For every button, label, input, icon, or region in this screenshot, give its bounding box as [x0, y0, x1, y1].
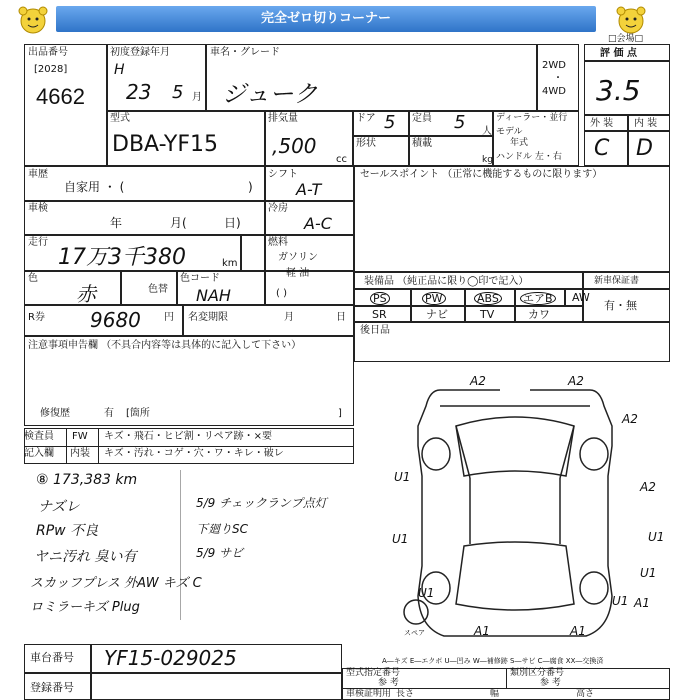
repair-value: 有 — [104, 408, 114, 419]
grade-ext-value: C — [594, 136, 610, 161]
doors-label: ドア — [356, 113, 376, 124]
car-name-value: ジューク — [222, 80, 318, 108]
sales-point-block — [354, 166, 670, 272]
notes-label: 注意事項申告欄 （不具合内容等は具体的に記入して下さい） — [28, 340, 302, 351]
warranty-label: 新車保証書 — [594, 276, 640, 286]
mascot-left-icon — [14, 4, 52, 36]
inspection-day: 日) — [224, 216, 241, 230]
page-title: 完全ゼロ切りコーナー — [56, 6, 596, 32]
checker-line2: キズ・汚れ・コゲ・穴・ワ・キレ・破レ — [104, 448, 284, 459]
mark-a1-rear-right: A1 — [570, 624, 586, 638]
note-mirror: ロミラーキズ Plug — [30, 600, 140, 615]
damage-diagram — [360, 366, 670, 656]
mark-u1-left-front: U1 — [394, 470, 411, 484]
equip-ps: PS — [370, 292, 390, 305]
ref-label-1: 参 考 — [378, 678, 399, 688]
drive-2wd: 2WD — [542, 60, 566, 71]
capacity-value: 5 — [454, 112, 466, 133]
mark-a2-front-left: A2 — [470, 374, 486, 388]
color-value: 赤 — [76, 282, 96, 306]
note-scratch: ナズレ — [38, 499, 80, 515]
displacement-value: ,500 — [272, 134, 317, 158]
damage-legend: A―キズ E―エクボ U―凹み W―補修跡 S―サビ C―腐食 XX―交換済 — [382, 657, 604, 665]
warranty-value: 有・無 — [604, 299, 637, 312]
shape-label: 形状 — [356, 138, 376, 149]
note-rpw: RPw 不良 — [36, 523, 99, 539]
capacity-label: 定員 — [412, 113, 432, 124]
color-label: 色 — [28, 273, 38, 284]
mark-a2-right-door: A2 — [640, 480, 656, 494]
sales-point-label: セールスポイント （正常に機能するものに限ります） — [360, 169, 603, 180]
fuel-gas: ガソリン — [278, 252, 318, 263]
lot-sub: [2028] — [34, 64, 68, 75]
mark-u1-right-corner: U1 — [612, 594, 629, 608]
equip-navi: ナビ — [426, 308, 448, 321]
aircon-label: 冷房 — [268, 203, 288, 214]
recycle-label: R券 — [28, 312, 45, 323]
grade-ext-label: 外 装 — [590, 118, 614, 129]
height-label: 高さ — [576, 689, 595, 699]
name-change-month: 月 — [284, 312, 294, 323]
mark-u1-rear-left: U1 — [418, 586, 435, 600]
checker-fw: FW — [72, 431, 88, 442]
model-label: 型式 — [110, 113, 130, 124]
history-close: ) — [248, 180, 253, 194]
shift-value: A-T — [296, 180, 322, 199]
mascot-right-icon — [612, 4, 650, 36]
recycle-value: 9680 — [90, 308, 141, 332]
mileage-unit: km — [222, 258, 238, 269]
model-value: DBA-YF15 — [112, 132, 219, 157]
grade-score: 3.5 — [596, 74, 641, 107]
shift-label: シフト — [268, 169, 298, 180]
note-odometer: ⑧ 173,383 km — [36, 472, 138, 488]
note-rust: 5/9 サビ — [196, 546, 244, 560]
checker-line1: キズ・飛石・ヒビ割・リペア跡・×要 — [104, 431, 272, 442]
equip-pw: PW — [422, 292, 446, 305]
checker-label1: 検査員 — [24, 431, 54, 442]
displacement-label: 排気量 — [268, 113, 298, 124]
load-unit: kg — [482, 155, 493, 165]
mileage-value: 17万3千380 — [58, 245, 186, 270]
grade-int-label: 内 装 — [634, 118, 658, 129]
lot-label: 出品番号 — [28, 47, 68, 58]
color-tone-label: 色替 — [148, 284, 168, 295]
capacity-unit: 人 — [482, 126, 492, 137]
mark-u1-right-bottom: U1 — [640, 566, 657, 580]
displacement-unit: cc — [336, 154, 347, 165]
history-value: 自家用 ・ ( — [64, 180, 125, 194]
equip-abs: ABS — [474, 292, 502, 305]
width-label: 幅 — [490, 689, 500, 699]
first-reg-era: H — [114, 62, 125, 78]
note-smoke: ヤニ汚れ 臭い有 — [34, 549, 137, 565]
first-reg-year: 23 — [126, 80, 152, 104]
repair-place: [箇所 — [126, 408, 150, 419]
designation-label: 型式指定番号 — [346, 668, 401, 678]
first-reg-label: 初度登録年月 — [110, 47, 170, 58]
inspection-month: 月( — [170, 216, 187, 230]
chassis-label: 車台番号 — [30, 651, 74, 664]
aircon-value: A-C — [304, 214, 332, 233]
first-reg-month-unit: 月 — [192, 92, 202, 103]
inspection-label: 車検 — [28, 203, 48, 214]
car-name-label: 車名・グレード — [210, 47, 280, 58]
color-code-label: 色コード — [180, 273, 220, 284]
equip-aw: AW — [572, 291, 590, 304]
handle-label: ハンドル 左・右 — [496, 152, 562, 162]
fuel-paren: ( ) — [276, 288, 287, 299]
equip-airbag: エアB — [520, 292, 556, 305]
mark-a2-right-front: A2 — [622, 412, 638, 426]
name-change-day: 日 — [336, 312, 346, 323]
length-label: 長さ — [396, 689, 415, 699]
fuel-diesel: 軽 油 — [286, 268, 310, 279]
category-label: 類別区分番号 — [510, 668, 565, 678]
venue-label: □会場□ — [608, 34, 644, 44]
mark-a1-right-rear: A1 — [634, 596, 650, 610]
checker-interior: 内装 — [70, 448, 90, 459]
inspection-year: 年 — [110, 216, 123, 230]
mark-a2-front-right: A2 — [568, 374, 584, 388]
grade-title: 評 価 点 — [600, 48, 637, 59]
fuel-label: 燃料 — [268, 237, 288, 248]
registration-label: 登録番号 — [30, 681, 74, 694]
equip-sr: SR — [372, 308, 387, 321]
first-reg-month: 5 — [172, 82, 184, 103]
doors-value: 5 — [384, 112, 396, 133]
chassis-value: YF15-029025 — [104, 646, 237, 670]
model-year-label1: モデル — [496, 127, 523, 137]
load-label: 積載 — [412, 138, 432, 149]
equip-leather: カワ — [528, 308, 550, 321]
equip-tv: TV — [480, 308, 495, 321]
dealer-label: ディーラー・並行 — [496, 113, 568, 123]
cert-label: 車検証明用 — [346, 689, 392, 699]
mark-a1-rear-left: A1 — [474, 624, 490, 638]
note-scuff: スカッフプレス 外AW キズ C — [30, 576, 202, 591]
lot-number: 4662 — [36, 84, 85, 109]
name-change-label: 名変期限 — [188, 312, 228, 323]
mileage-label: 走行 — [28, 237, 48, 248]
mark-u1-left-rear: U1 — [392, 532, 409, 546]
seat-label: 後日品 — [360, 325, 390, 336]
history-label: 車歴 — [28, 169, 48, 180]
mark-u1-right-rear: U1 — [648, 530, 665, 544]
recycle-unit: 円 — [164, 312, 174, 323]
model-year-label2: 年式 — [510, 138, 529, 148]
spare-label: スペア — [404, 629, 425, 637]
drive-4wd: 4WD — [542, 86, 566, 97]
equipment-label: 装備品 （純正品に限り◯印で記入） — [364, 276, 529, 287]
drive-dot: ・ — [553, 73, 563, 84]
color-code-value: NAH — [196, 286, 231, 305]
seat-block — [354, 322, 670, 362]
note-checklamp: 5/9 チェックランプ点灯 — [196, 496, 327, 510]
repair-label: 修復歴 — [40, 408, 70, 419]
ref-label-2: 参 考 — [540, 678, 561, 688]
repair-close: ] — [338, 408, 342, 419]
checker-label2: 記入欄 — [24, 448, 54, 459]
grade-int-value: D — [636, 136, 653, 161]
car-outline-icon — [404, 390, 612, 636]
note-underbody: 下廻りSC — [196, 522, 248, 536]
